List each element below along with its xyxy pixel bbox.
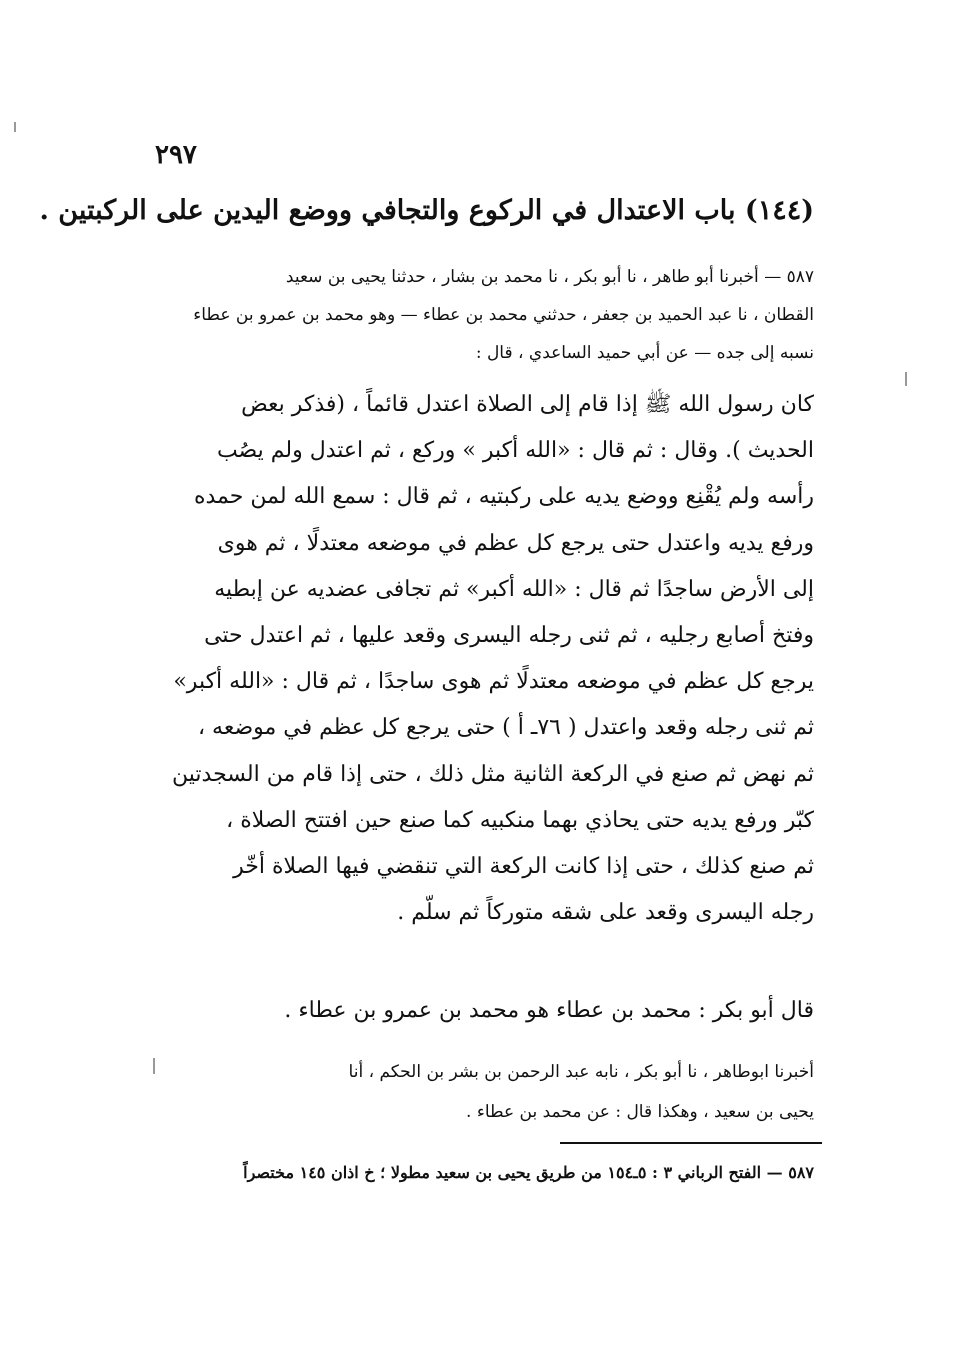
hadith-line: رأسه ولم يُقْنِع ووضع يديه على ركبتيه ، ثم قال : سمع الله لمن حمده	[193, 484, 814, 510]
hadith-line: ثم ثنى رجله وقعد واعتدل ( ٧٦ـ أ ) حتى يرجع كل عظم في موضعه ،	[197, 715, 814, 741]
margin-mark	[153, 1058, 155, 1074]
hadith-line: يرجع كل عظم في موضعه معتدلًا ثم هوى ساجدًا ، ثم قال : «الله أكبر»	[173, 669, 814, 695]
second-isnad-line: يحيى بن سعيد ، وهكذا قال : عن محمد بن عطاء .	[466, 1102, 814, 1122]
second-isnad-line: أخبرنا ابوطاهر ، نا أبو بكر ، نابه عبد الرحمن بن بشر بن الحكم ، أنا	[348, 1062, 814, 1082]
page-number: ٢٩٧	[155, 140, 197, 170]
margin-mark	[14, 122, 16, 132]
hadith-text	[146, 382, 814, 936]
hadith-line: إلى الأرض ساجدًا ثم قال : «الله أكبر» ثم تجافى عضديه عن إبطيه	[214, 576, 814, 602]
hadith-line: الحديث ). وقال : ثم قال : «الله أكبر » وركع ، ثم اعتدل ولم يصُب	[216, 438, 814, 464]
isnad-line: نسبه إلى جده — عن أبي حميد الساعدي ، قال :	[475, 343, 814, 363]
footnote: ٥٨٧ — الفتح الرباني ٣ : ٥ـ١٥٤ من طريق يحيى بن سعيد مطولا ؛ خ اذان ١٤٥ مختصراً	[243, 1163, 814, 1182]
isnad-line: ٥٨٧ — أخبرنا أبو طاهر ، نا أبو بكر ، نا محمد بن بشار ، حدثنا يحيى بن سعيد	[285, 267, 814, 287]
hadith-line: ورفع يديه واعتدل حتى يرجع كل عظم في موضعه معتدلًا ، ثم هوى	[217, 530, 814, 556]
hadith-line: وفتخ أصابع رجليه ، ثم ثنى رجله اليسرى وقعد عليها ، ثم اعتدل حتى	[204, 623, 814, 649]
hadith-isnad	[146, 258, 814, 372]
hadith-line: ثم نهض ثم صنع في الركعة الثانية مثل ذلك ، حتى إذا قام من السجدتين	[172, 761, 814, 787]
author-note: قال أبو بكر : محمد بن عطاء هو محمد بن عمرو بن عطاء .	[284, 998, 814, 1023]
hadith-line: كبّر ورفع يديه حتى يحاذي بهما منكبيه كما صنع حين افتتح الصلاة ،	[226, 807, 814, 833]
second-isnad	[146, 1052, 814, 1132]
hadith-line: رجله اليسرى وقعد على شقه متوركاً ثم سلّم .	[397, 900, 814, 926]
chapter-title: (١٤٤) باب الاعتدال في الركوع والتجافي ووضع اليدين على الركبتين .	[39, 195, 814, 226]
isnad-line: القطان ، نا عبد الحميد بن جعفر ، حدثني محمد بن عطاء — وهو محمد بن عمرو بن عطاء	[193, 305, 814, 325]
hadith-line: كان رسول الله ﷺ إذا قام إلى الصلاة اعتدل قائماً ، (فذكر بعض	[241, 392, 814, 417]
footnote-divider	[560, 1142, 822, 1144]
hadith-line: ثم صنع كذلك ، حتى إذا كانت الركعة التي تنقضي فيها الصلاة أخّر	[233, 854, 814, 880]
margin-mark	[905, 372, 907, 386]
